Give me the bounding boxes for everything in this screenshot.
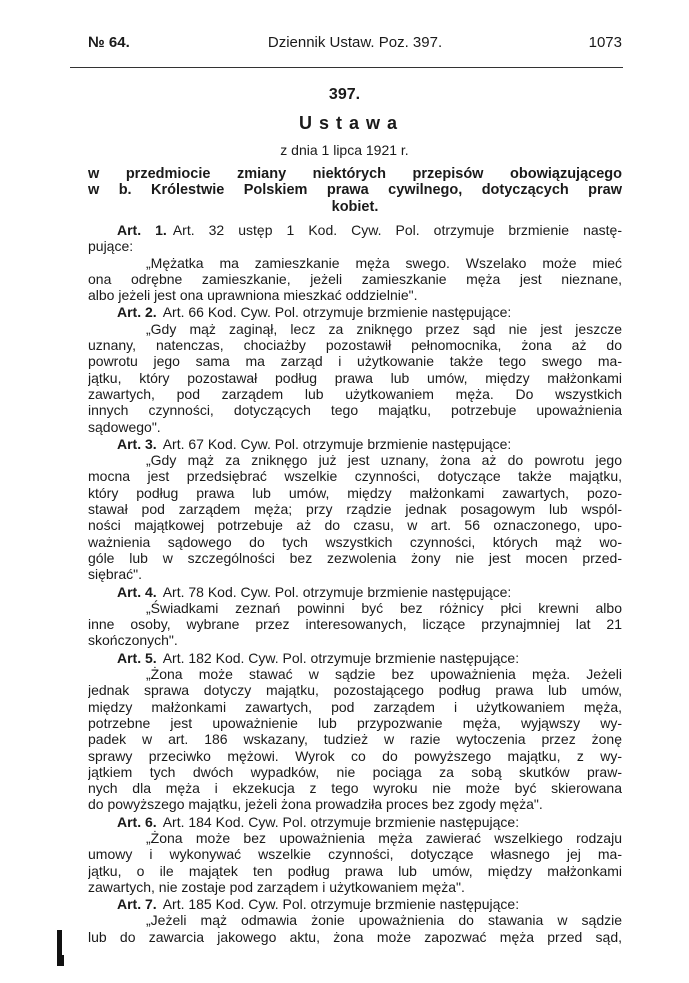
article-quote-line: nych dla męża i ekzekucja z tego wyroku nie może być skierowana [88, 780, 622, 797]
article-text: pujące: [88, 238, 134, 255]
article-text: Art. 78 Kod. Cyw. Pol. otrzymuje brzmienie następujące: [162, 583, 512, 600]
page-number: 1073 [588, 34, 622, 51]
article [88, 896, 622, 945]
article-quote-line: zawartych, nie zostaje pod zarządem i użytkowaniem męża". [88, 878, 465, 895]
articles [88, 222, 622, 946]
article-text: Art. 184 Kod. Cyw. Pol. otrzymuje brzmienie następujące: [162, 813, 520, 830]
article-label: Art. 6. [117, 813, 157, 830]
article-intro-line [88, 222, 622, 238]
article-quote-line: stawał pod zarządem męża; przy rządzie jednak posagowym lub wspól- [88, 501, 622, 518]
article-intro-line [88, 814, 622, 830]
article-quote-line: skończonych". [88, 632, 178, 649]
article-quote-line: uznany, natenczas, chociażby pozostawił pełnomocnika, żona aż do [88, 337, 622, 354]
article-quote-line: „Żona może stawać w sądzie bez upoważnienia męża. Jeżeli [146, 666, 622, 683]
article-quote-line: sądowego". [88, 418, 161, 435]
article [88, 436, 622, 583]
article-quote-line: umowy i wykonywać wszelkie czynności, dotyczące własnego jej ma- [88, 846, 622, 863]
article-quote-line: ważnienia sądowego do tych wszystkich czynności, których mąż wo- [88, 533, 622, 550]
article [88, 584, 622, 649]
article-quote-line: powrotu jego sama ma zarząd i użytkowanie także tego swego ma- [88, 353, 622, 370]
article-label: Art. 3. [117, 435, 157, 452]
article-label: Art. 7. [117, 896, 157, 913]
article-quote-line: inne osoby, wybrane przez interesowanych, liczące przynajmniej lat 21 [88, 616, 622, 633]
article-label: Art. 1. [117, 222, 167, 238]
article-quote-line: potrzebne jest upoważnienie lub przypozwanie męża, wyjąwszy wy- [88, 714, 622, 731]
article [88, 304, 622, 434]
article-quote-line: między małżonkami zawartych, pod zarządem i użytkowaniem męża, [88, 698, 622, 715]
act-title: Ustawa [298, 113, 405, 133]
article-intro-line [88, 436, 622, 452]
article [88, 222, 622, 303]
article-quote-line: siębrać". [88, 566, 142, 583]
subject-line: w przedmiocie zmiany niektórych przepisów obowiązującego [88, 166, 622, 182]
article-quote-line: „Gdy mąż zaginął, lecz za zniknęgo przez sąd nie jest jeszcze [146, 320, 622, 337]
article-label: Art. 2. [117, 304, 157, 321]
article-text: Art. 66 Kod. Cyw. Pol. otrzymuje brzmienie następujące: [162, 304, 512, 321]
article-text: Art. 67 Kod. Cyw. Pol. otrzymuje brzmienie następujące: [162, 435, 512, 452]
article-intro-line [88, 584, 622, 600]
header-rule [70, 67, 623, 68]
article-quote-line: padek w art. 186 wskazany, tudzież w razie wytoczenia przez żonę [88, 731, 622, 748]
article-quote-line: „Mężatka ma zamieszkanie męża swego. Wszelako może mieć [146, 254, 622, 271]
running-header [88, 34, 622, 56]
journal-title: Dziennik Ustaw. Poz. 397. [267, 34, 443, 51]
article-intro-line [88, 650, 622, 666]
act-date: z dnia 1 lipca 1921 r. [280, 142, 409, 158]
article-quote-line: mocna jest przedsiębrać wszelkie czynności, dotyczące także majątku, [88, 468, 622, 485]
article-quote-line: jednak sprawa dotyczy majątku, pozostającego podług prawa lub umów, [88, 682, 622, 699]
article-quote-line: góle lub w szczególności bez zezwolenia żony nie jest mocen przed- [88, 549, 622, 566]
article-quote-line: „Świadkami zeznań powinni być bez różnicy płci krewni albo [146, 599, 622, 616]
article-quote-line: albo jeżeli jest ona uprawniona mieszkać oddzielnie". [88, 287, 418, 304]
article-quote-line: „Gdy mąż za zniknęgo już jest uznany, żona aż do powrotu jego [146, 452, 622, 469]
article-quote-line: który podług prawa lub umów, między małżonkami zawartych, pozo- [88, 484, 622, 501]
article-label: Art. 5. [117, 649, 157, 666]
article-text: Art. 32 ustęp 1 Kod. Cyw. Pol. otrzymuje brzmienie nastę- [172, 222, 622, 238]
article-label: Art. 4. [117, 583, 157, 600]
act-subject [88, 166, 622, 215]
article-quote-line: ona odrębne zamieszkanie, jeżeli zamieszkanie męża jest nieznane, [88, 270, 622, 287]
issue-number: № 64. [88, 34, 130, 51]
article [88, 650, 622, 813]
article-quote-line: jątku, który pozostawał podług prawa lub umów, między małżonkami [88, 369, 622, 386]
article-intro-line [88, 304, 622, 320]
scan-artifact [57, 955, 64, 966]
article-quote-line: jątkiem tych dwóch wypadków, nie pociąga za sobą skutków praw- [88, 763, 622, 780]
article-quote-line: sprawy przeciwko mężowi. Wyrok co do powyższego majątku, z wy- [88, 747, 622, 764]
article-intro-line [88, 896, 622, 912]
article-text: Art. 182 Kod. Cyw. Pol. otrzymuje brzmienie następujące: [162, 649, 520, 666]
subject-line: kobiet. [331, 198, 379, 215]
article-quote-line: do powyższego majątku, jeżeli żona prowadziła proces bez zgody męża". [88, 796, 543, 813]
subject-line: w b. Królestwie Polskiem prawa cywilnego, dotyczących praw [88, 182, 622, 199]
act-number: 397. [328, 86, 361, 103]
article [88, 814, 622, 895]
article-quote-line: ności majątkowej potrzebuje aż do czasu, w art. 56 oznaczonego, upo- [88, 517, 622, 534]
article-text: Art. 185 Kod. Cyw. Pol. otrzymuje brzmienie następujące: [162, 896, 520, 913]
article-quote-line: innych czynności, dotyczących tego majątku, potrzebuje upoważnienia [88, 402, 622, 419]
article-intro-line [88, 238, 622, 254]
article-quote-line: zawartych, pod zarządem lub użytkowaniem męża. Do wszystkich [88, 385, 622, 402]
article-quote-line: lub do zawarcia jakowego aktu, żona może zapozwać męża przed sąd, [88, 928, 622, 945]
article-quote-line: jątku, o ile majątek ten podług prawa lub umów, między małżonkami [88, 862, 622, 879]
article-quote-line: „Jeżeli mąż odmawia żonie upoważnienia do stawania w sądzie [146, 912, 622, 929]
article-quote-line: „Żona może bez upoważnienia męża zawierać wszelkiego rodzaju [146, 829, 622, 846]
